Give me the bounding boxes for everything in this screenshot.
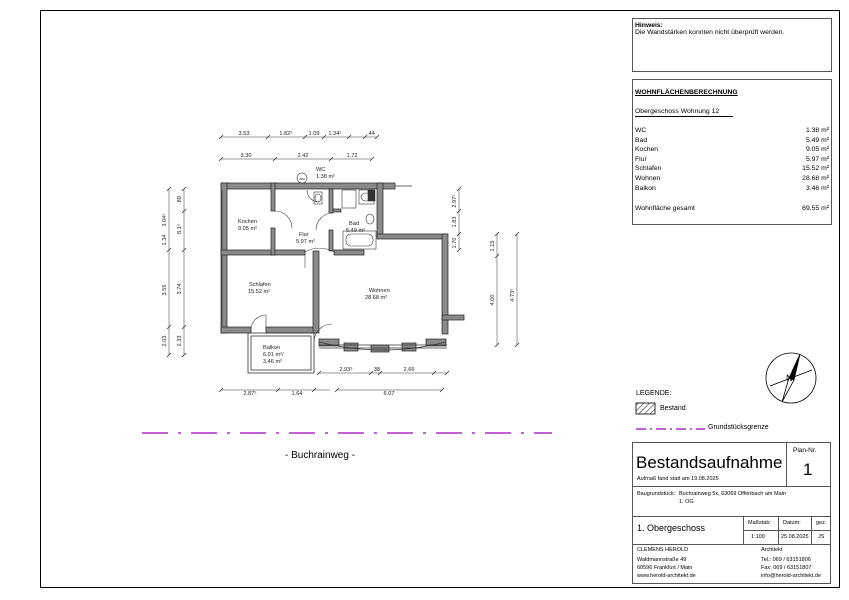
dim-top2-0: 3.30 xyxy=(240,153,252,159)
scale-value: 1:100 xyxy=(751,534,765,540)
title-main: Bestandsaufnahme xyxy=(636,453,783,472)
survey-date-text: Aufmaß fand statt am 19.08.2025 xyxy=(637,476,719,482)
dim-top2-2: 1.72 xyxy=(346,153,358,159)
dim-top1-1: 1.82⁵ xyxy=(279,131,293,137)
svg-text:N: N xyxy=(786,373,793,383)
area-row-wc xyxy=(635,126,829,136)
room-wohnen-name: Wohnen xyxy=(369,288,390,294)
room-balkon-area-2: 3.46 m² xyxy=(263,359,282,365)
dim-left1-1: 1.34 xyxy=(162,234,168,246)
room-balkon-name: Balkon xyxy=(263,345,281,351)
street-label: - Buchrainweg - xyxy=(285,450,356,461)
dim-left1-2: 3.55 xyxy=(162,284,168,296)
dim-right3-0: 4.73⁵ xyxy=(510,288,516,302)
room-bad-area: 5.49 m² xyxy=(346,228,365,234)
office-address-1: Waldmannstraße 49 xyxy=(637,557,687,563)
dim-left2-0: .89 xyxy=(177,196,183,204)
room-wc-area: 1.38 m² xyxy=(316,174,335,180)
legend-existing-swatch xyxy=(636,403,655,414)
dim-bottom2-2: 6.07 xyxy=(383,391,395,397)
plot-value: Buchrainweg 5x, 63069 Offenbach am Main xyxy=(679,491,786,497)
room-schlafen-area: 15.52 m² xyxy=(248,289,271,295)
area-row-schlafen xyxy=(635,164,829,174)
area-room: Balkon xyxy=(635,184,656,192)
office-web[interactable]: www.herold-architekt.de xyxy=(637,573,696,579)
dim-top1-0: 3.53 xyxy=(238,131,250,137)
area-value: 5.49 m² xyxy=(805,136,829,144)
plan-no: 1 xyxy=(803,460,813,479)
dim-left2-2: 3.74 xyxy=(177,283,183,295)
area-row-wohnen xyxy=(635,174,829,184)
dim-right1-2: 1.70 xyxy=(452,237,458,249)
dim-left1-3: 2.03 xyxy=(162,335,168,347)
dim-left1-0: 3.04⁵ xyxy=(162,213,168,227)
legend-existing-label: Bestand xyxy=(660,405,686,412)
area-row-flur xyxy=(635,155,829,165)
note-text: Die Wandstärken konnten nicht überprüft werden. xyxy=(635,29,785,36)
drawn-value: JS xyxy=(818,534,825,540)
date-value: 25.08.2025 xyxy=(781,534,809,540)
area-row-balkon xyxy=(635,184,829,194)
dim-bottom1-1: 38 xyxy=(373,367,381,373)
dim-top2-1: 2.42 xyxy=(297,153,309,159)
office-fax: Fax: 069 / 63151807 xyxy=(761,565,812,571)
room-kochen-name: Kochen xyxy=(238,219,257,225)
area-rows xyxy=(635,126,829,193)
office-address-2: 60596 Frankfurt / Main xyxy=(637,565,693,571)
area-value: 1.38 m² xyxy=(805,127,829,134)
room-balkon-area-1: 6.91 m²/ xyxy=(263,352,284,358)
dim-bottom1-2: 2.66 xyxy=(403,367,415,373)
room-schlafen-name: Schlafen xyxy=(249,282,271,288)
area-row-bad xyxy=(635,136,829,146)
area-total-label: Wohnfläche gesamt xyxy=(635,205,695,213)
plot-label: Baugrundstück: xyxy=(637,491,676,497)
area-room: Schlafen xyxy=(635,165,662,173)
plan-no-label: Plan-Nr. xyxy=(793,447,817,454)
drawn-label: gez. xyxy=(816,520,827,526)
area-calculation-box xyxy=(632,79,832,225)
area-room: Kochen xyxy=(635,146,659,154)
area-room: Flur xyxy=(635,155,647,163)
room-wc-name: WC xyxy=(316,167,326,173)
dim-bottom1-0: 2.93⁵ xyxy=(339,367,353,373)
dimension-ticks xyxy=(167,135,519,392)
fixtures xyxy=(314,190,376,249)
dim-top1-4: .44 xyxy=(367,131,375,137)
area-row-kochen xyxy=(635,145,829,155)
scale-label: Maßstab: xyxy=(748,520,771,526)
area-heading: WOHNFLÄCHENBERECHNUNG xyxy=(635,89,738,96)
area-value: 3.46 m² xyxy=(805,184,829,192)
room-flur-area: 5.97 m² xyxy=(296,239,315,245)
date-label: Datum: xyxy=(783,520,801,526)
dim-top1-3: 1.34⁵ xyxy=(328,131,342,137)
dim-left2-1: 8.1⁵ xyxy=(177,223,183,235)
dim-bottom2-1: 1.64 xyxy=(291,391,303,397)
room-wohnen-area: 28.68 m² xyxy=(365,295,388,301)
office-role: Architekt xyxy=(761,547,783,553)
area-subheading: Obergeschoss Wohnung 12 xyxy=(635,108,733,117)
plot-floor: 1. OG xyxy=(679,499,694,505)
area-value: 5.97 m² xyxy=(805,155,829,163)
dim-right1-1: 1.83 xyxy=(452,216,458,228)
office-name: CLEMENS HEROLD xyxy=(637,547,689,553)
note-box xyxy=(632,18,832,72)
room-bad-name: Bad xyxy=(349,221,359,227)
legend-boundary-label: Grundstücksgrenze xyxy=(708,424,769,431)
title-block xyxy=(632,442,831,584)
dim-right2-0: 1.15 xyxy=(490,240,496,252)
room-kochen-area: 9.05 m² xyxy=(238,226,257,232)
area-value: 15.52 m² xyxy=(802,165,829,173)
north-arrow xyxy=(766,353,816,403)
dim-left2-3: 2.33 xyxy=(177,335,183,347)
area-room: Wohnen xyxy=(635,174,661,182)
dim-top1-2: 1.09 xyxy=(308,131,320,137)
legend-title: LEGENDE: xyxy=(636,390,672,397)
area-total-row xyxy=(635,204,829,214)
wm-label: WM xyxy=(299,177,305,181)
note-title: Hinweis: xyxy=(635,22,663,29)
area-room: WC xyxy=(635,127,647,134)
room-flur-name: Flur xyxy=(299,232,309,238)
walls xyxy=(221,183,464,352)
area-room: Bad xyxy=(635,136,648,144)
dim-bottom2-0: 2.87⁵ xyxy=(243,391,257,397)
area-value: 28.68 m² xyxy=(802,174,829,182)
sheet-name: 1. Obergeschoss xyxy=(637,523,706,533)
dim-right2-1: 4.00 xyxy=(490,294,496,306)
door-swings xyxy=(251,190,334,342)
area-value: 9.05 m² xyxy=(805,146,829,154)
dim-right1-0: 2.97⁵ xyxy=(452,194,458,208)
office-email[interactable]: info@herold-architekt.de xyxy=(761,573,822,579)
area-total-value: 69.55 m² xyxy=(802,205,829,213)
office-tel: Tel.: 069 / 63151806 xyxy=(761,557,811,563)
